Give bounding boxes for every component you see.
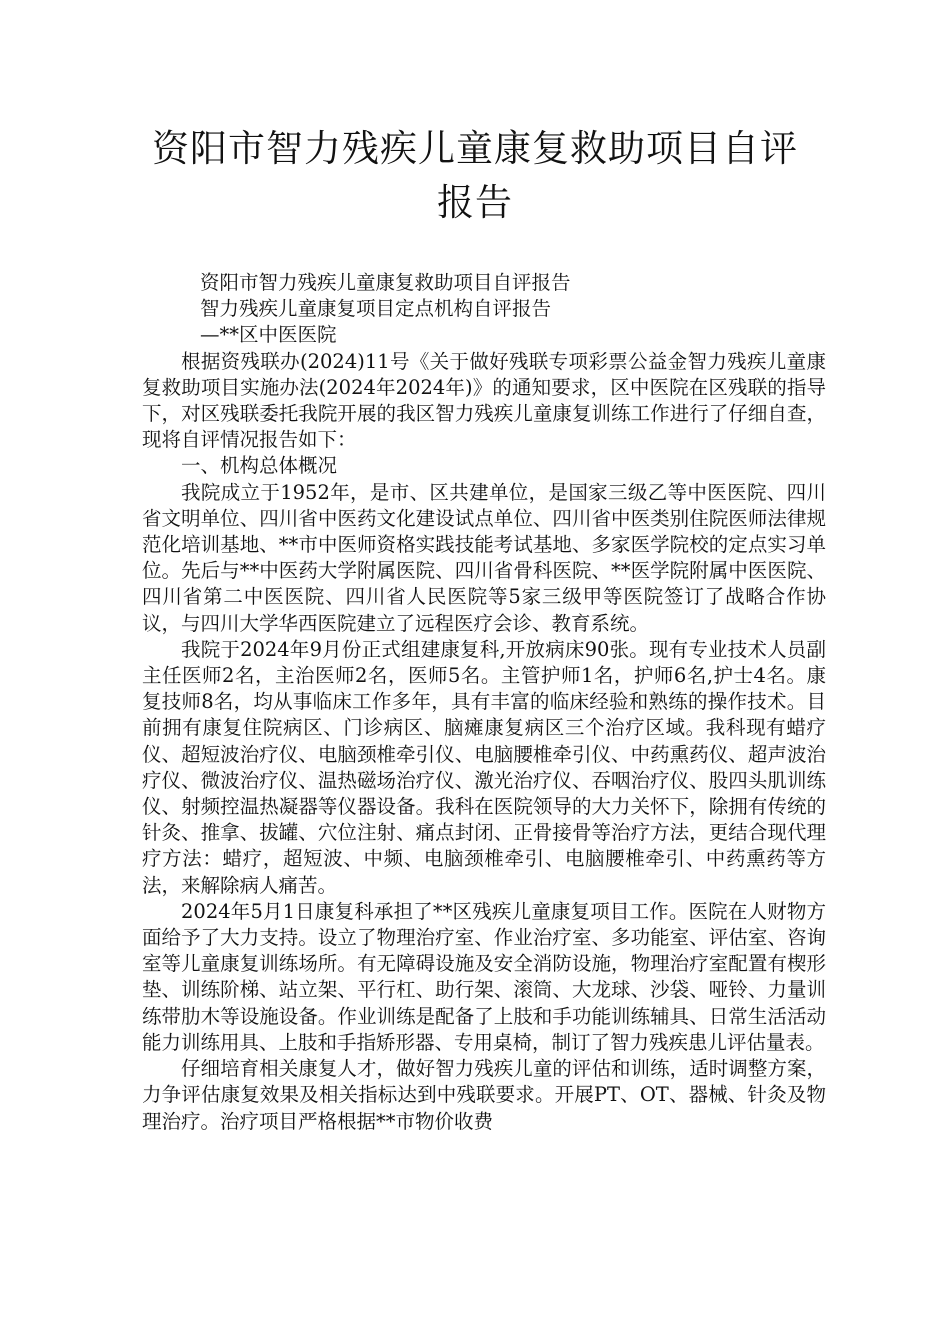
heading-line: —**区中医医院 xyxy=(200,323,337,347)
section-heading: 一、机构总体概况 xyxy=(181,454,338,478)
document-title: 资阳市智力残疾儿童康复救助项目自评报告 xyxy=(152,127,798,224)
paragraph: 我院成立于1952年，是市、区共建单位，是国家三级乙等中医医院、四川省文明单位、四川省中医药文化建设试点单位、四川省中医类别住院医师法律规范化培训基地、**市中医师资格实践技能考试基地、多家医学院校的定点实习单位。先后与**中医药大学附属医院、四川省骨科医院、**医学院附属中医医院、四川省第二中医医院、四川省人民医院等5家三级甲等医院签订了战略合作协议，与四川大学华西医院建立了远程医疗会诊、教育系统。 xyxy=(142,480,826,635)
document-body xyxy=(142,270,826,1135)
paragraph: 仔细培育相关康复人才，做好智力残疾儿童的评估和训练，适时调整方案，力争评估康复效果及相关指标达到中残联要求。开展PT、OT、器械、针灸及物理治疗。治疗项目严格根据**市物价收费 xyxy=(142,1057,826,1133)
paragraph: 2024年5月1日康复科承担了**区残疾儿童康复项目工作。医院在人财物方面给予了大力支持。设立了物理治疗室、作业治疗室、多功能室、评估室、咨询室等儿童康复训练场所。有无障碍设施及安全消防设施，物理治疗室配置有楔形垫、训练阶梯、站立架、平行杠、助行架、滚筒、大龙球、沙袋、哑铃、力量训练带肋木等设施设备。作业训练是配备了上肢和手功能训练辅具、日常生活活动能力训练用具、上肢和手指矫形器、专用桌椅，制订了智力残疾患儿评估量表。 xyxy=(142,899,826,1054)
heading-line: 智力残疾儿童康复项目定点机构自评报告 xyxy=(200,297,552,321)
heading-line: 资阳市智力残疾儿童康复救助项目自评报告 xyxy=(200,271,571,294)
paragraph: 根据资残联办(2024)11号《关于做好残联专项彩票公益金智力残疾儿童康复救助项目实施办法(2024年2024年)》的通知要求，区中医院在区残联的指导下，对区残联委托我院开展的我区智力残疾儿童康复训练工作进行了仔细自查，现将自评情况报告如下： xyxy=(142,349,826,452)
paragraph: 我院于2024年9月份正式组建康复科,开放病床90张。现有专业技术人员副主任医师2名，主治医师2名，医师5名。主管护师1名，护师6名,护士4名。康复技师8名，均从事临床工作多年，具有丰富的临床经验和熟练的操作技术。目前拥有康复住院病区、门诊病区、脑瘫康复病区三个治疗区域。我科现有蜡疗仪、超短波治疗仪、电脑颈椎牵引仪、电脑腰椎牵引仪、中药熏药仪、超声波治疗仪、微波治疗仪、温热磁场治疗仪、激光治疗仪、吞咽治疗仪、股四头肌训练仪、射频控温热凝器等仪器设备。我科在医院领导的大力关怀下，除拥有传统的针灸、推拿、拔罐、穴位注射、痛点封闭、正骨接骨等治疗方法，更结合现代理疗方法：蜡疗，超短波、中频、电脑颈椎牵引、电脑腰椎牵引、中药熏药等方法，来解除病人痛苦。 xyxy=(142,637,826,897)
